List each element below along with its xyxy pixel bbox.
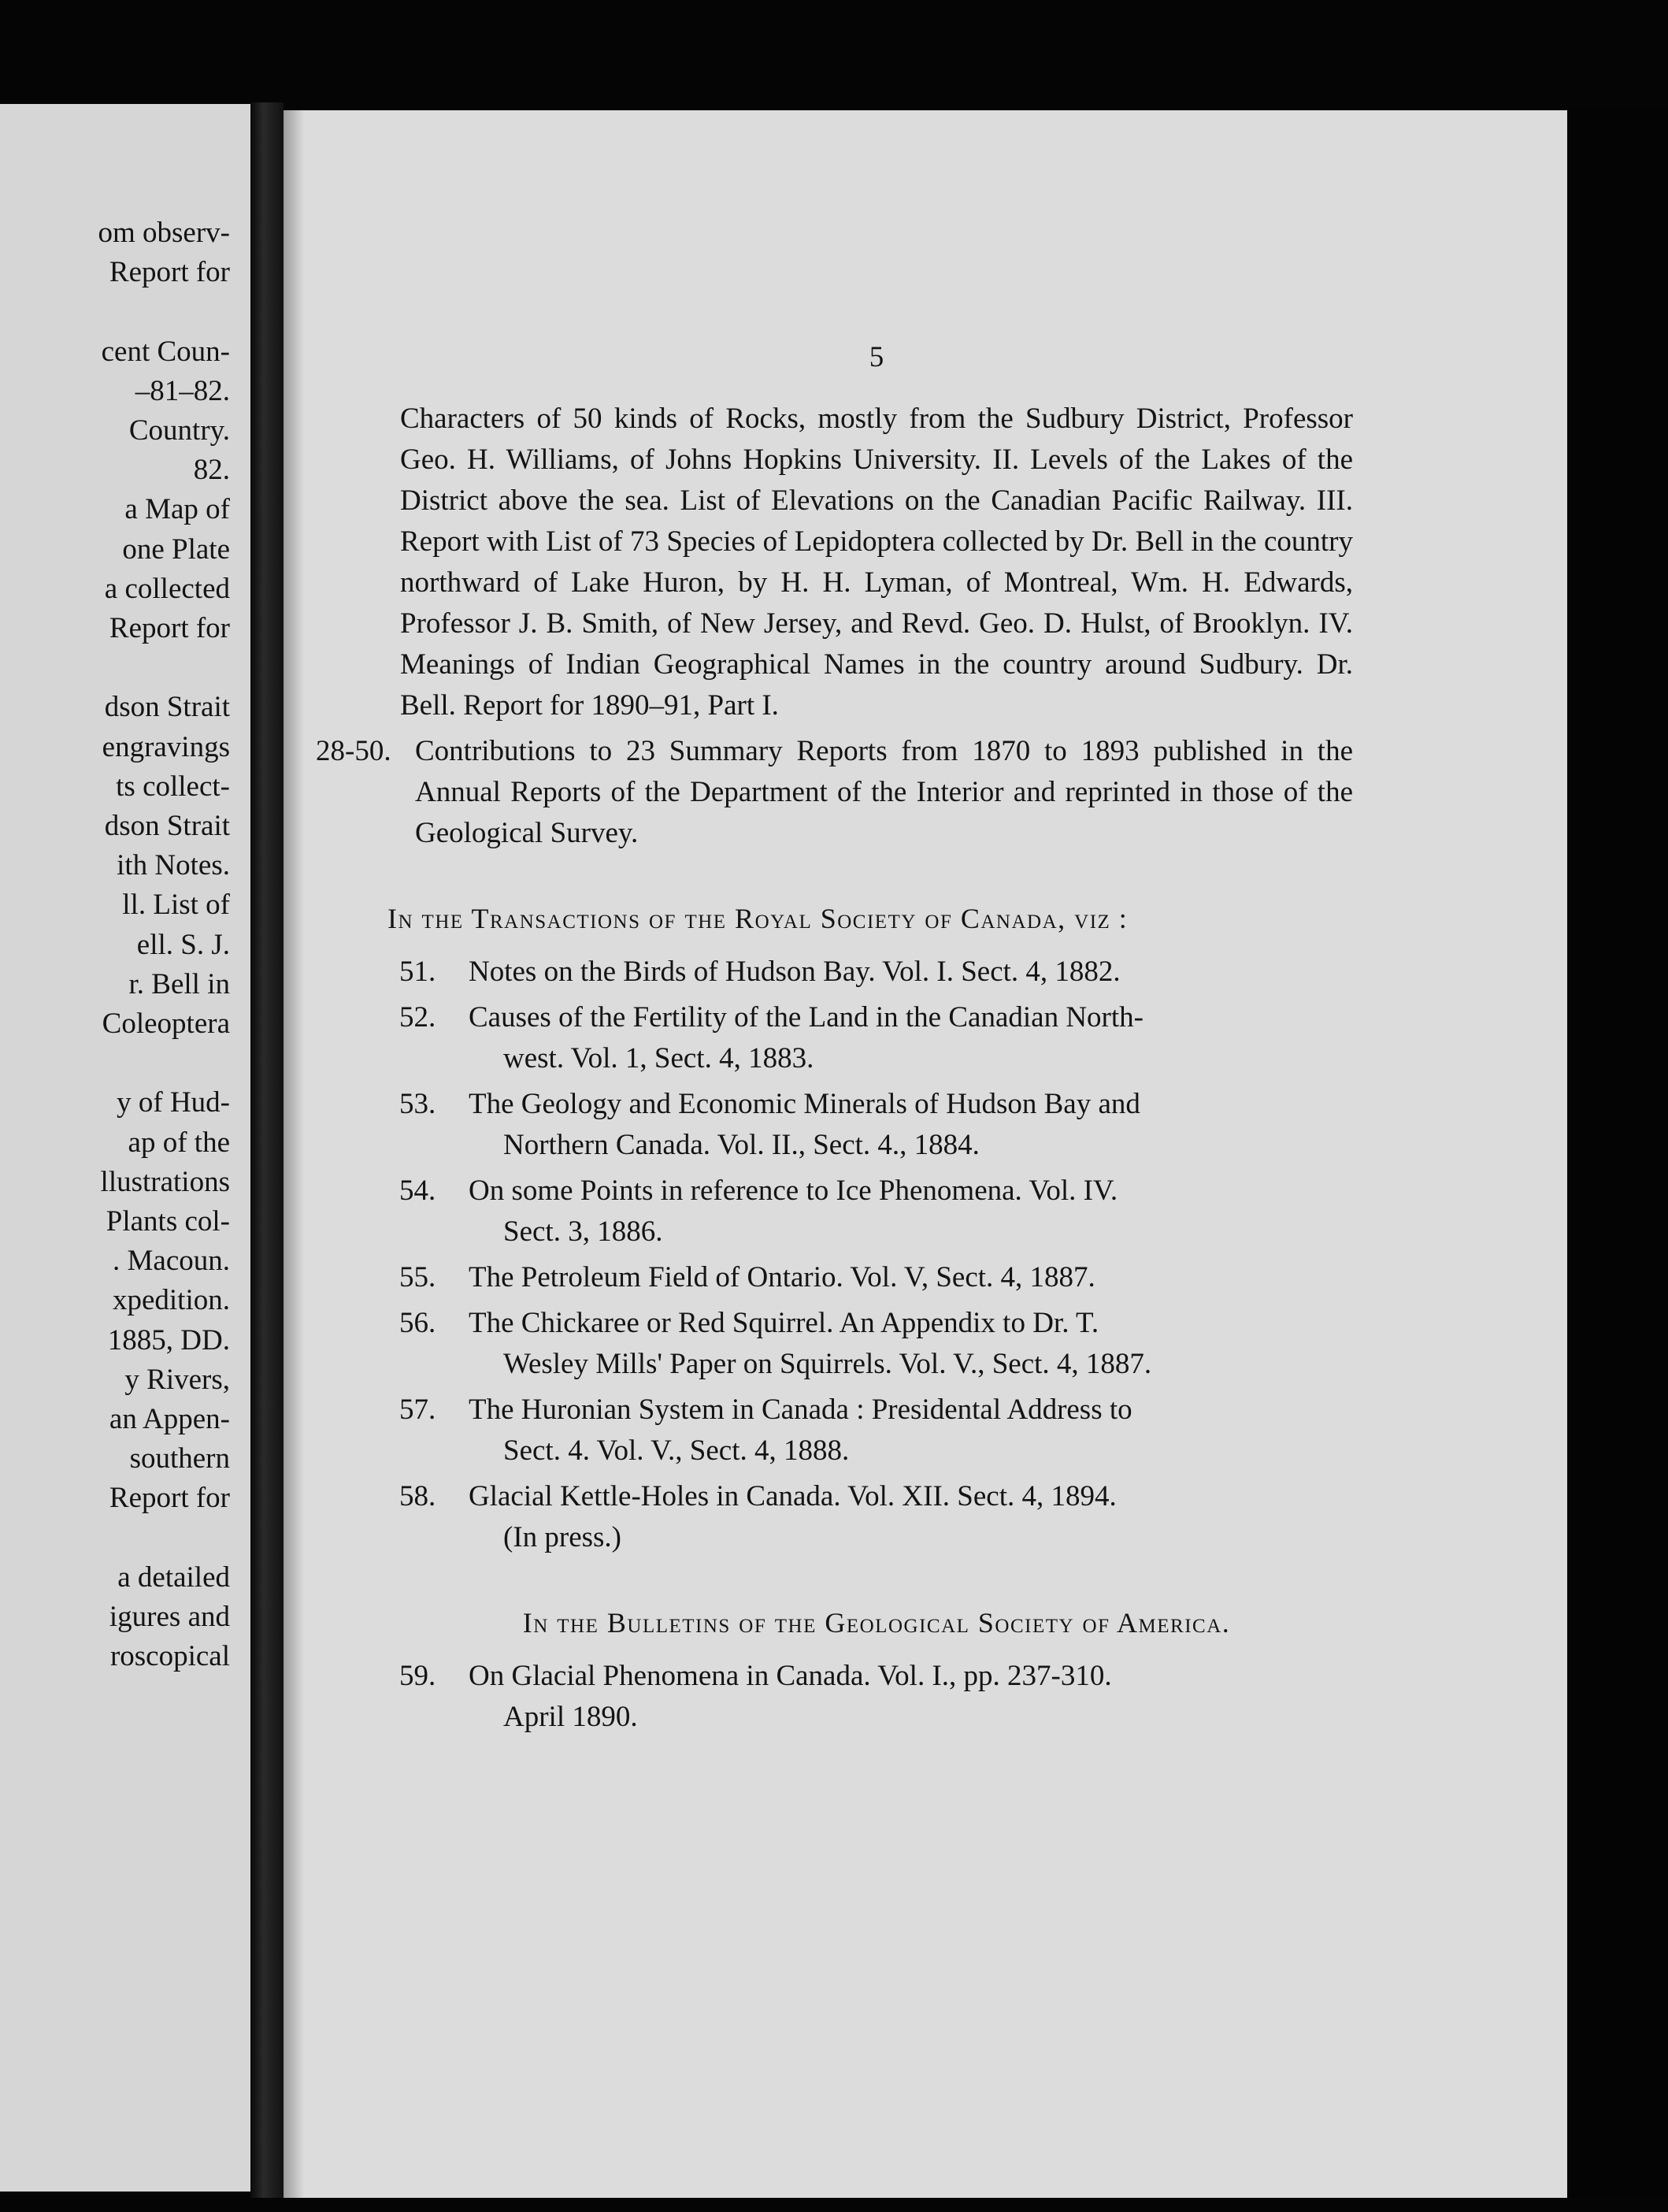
publication-entry: [399, 1171, 1353, 1253]
left-page-line: Plants col-: [106, 1205, 230, 1238]
scan-border: [1567, 110, 1668, 2198]
entry-number: 56.: [399, 1307, 436, 1339]
left-page-line: ap of the: [128, 1126, 230, 1159]
left-page-line: dson Strait: [104, 691, 230, 724]
left-page-line: Report for: [109, 256, 230, 289]
left-page-line: y of Hud-: [117, 1086, 230, 1119]
left-page-line: Report for: [109, 612, 230, 644]
entry-line: On Glacial Phenomena in Canada. Vol. I., pp. 237-310.: [469, 1660, 1112, 1692]
entry-line: The Petroleum Field of Ontario. Vol. V, Sect. 4, 1887.: [469, 1261, 1095, 1293]
entry-number: 28-50.: [316, 735, 391, 767]
left-page-line: xpedition.: [112, 1284, 230, 1317]
left-page-line: engravings: [102, 730, 230, 763]
left-page-line: llustrations: [100, 1165, 230, 1198]
entry-line: Causes of the Fertility of the Land in the Canadian North-: [469, 1001, 1144, 1034]
entry-continuation: Northern Canada. Vol. II., Sect. 4., 1884.: [503, 1129, 980, 1161]
book-gutter: [250, 102, 284, 2198]
publication-entry: [399, 1303, 1353, 1385]
left-page-line: –81–82.: [135, 374, 230, 407]
left-page-line: dson Strait: [104, 810, 230, 842]
left-page-line: Coleoptera: [102, 1008, 230, 1040]
entry-continuation: Wesley Mills' Paper on Squirrels. Vol. V., Sect. 4, 1887.: [503, 1348, 1152, 1380]
entry-continuation: Sect. 4. Vol. V., Sect. 4, 1888.: [503, 1434, 850, 1467]
entry-text: [469, 1257, 1353, 1298]
entry-number: 54.: [399, 1175, 436, 1207]
entry-text: [469, 1084, 1353, 1166]
publication-entry: [399, 1390, 1353, 1472]
entry-text: [469, 1656, 1353, 1738]
left-page-line: igures and: [109, 1601, 230, 1633]
entry-number: 57.: [399, 1394, 436, 1426]
entry-line: The Chickaree or Red Squirrel. An Appendix to Dr. T.: [469, 1307, 1099, 1339]
entry-line: Notes on the Birds of Hudson Bay. Vol. I. Sect. 4, 1882.: [469, 956, 1121, 988]
entry-number: 53.: [399, 1088, 436, 1120]
entry-text: [469, 952, 1353, 993]
left-page-line: ts collect-: [116, 770, 230, 803]
left-page-line: southern: [129, 1442, 230, 1475]
entry-number: 52.: [399, 1001, 436, 1034]
entry-line: On some Points in reference to Ice Phenomena. Vol. IV.: [469, 1175, 1118, 1207]
left-page-line: one Plate: [122, 533, 230, 566]
entry-number: 59.: [399, 1660, 436, 1692]
entry-text: Contributions to 23 Summary Reports from 1870 to 1893 published in the Annual Reports of the Department of the Interior and reprinted in those of the Geological Survey.: [415, 735, 1353, 849]
left-page-line: ll. List of: [122, 889, 230, 922]
entry-text: [469, 1476, 1353, 1558]
left-page-line: r. Bell in: [128, 967, 230, 1000]
left-page-line: ith Notes.: [117, 849, 230, 882]
publication-entry: [399, 1084, 1353, 1166]
left-page-line: 1885, DD.: [107, 1323, 230, 1357]
entry-continuation: April 1890.: [503, 1701, 638, 1733]
left-page-line: cent Coun-: [101, 335, 230, 368]
royal-society-heading: In the Transactions of the Royal Society of Canada, viz :: [387, 903, 1129, 934]
entry-text: [469, 1390, 1353, 1472]
publication-entry: [399, 997, 1353, 1079]
left-page: [0, 104, 252, 2192]
entry-line: The Geology and Economic Minerals of Hudson Bay and: [469, 1088, 1140, 1120]
entry-text: [469, 997, 1353, 1079]
entry-continuation: Sect. 3, 1886.: [503, 1215, 663, 1248]
entry-text: [469, 1171, 1353, 1253]
left-page-line: ell. S. J.: [136, 928, 230, 961]
publication-entry: [399, 952, 1353, 993]
left-page-line: om observ-: [98, 217, 230, 249]
left-page-line: Report for: [109, 1482, 230, 1515]
entry-number: 58.: [399, 1480, 436, 1512]
publication-entry: [399, 1476, 1353, 1558]
page-content: [316, 337, 1353, 1743]
left-page-line: . Macoun.: [113, 1245, 230, 1278]
geological-society-list: [400, 1656, 1353, 1738]
geological-society-heading: In the Bulletins of the Geological Society of America.: [522, 1607, 1231, 1639]
left-page-line: y Rivers,: [124, 1363, 230, 1396]
entry-number: 51.: [399, 956, 436, 988]
intro-paragraph: Characters of 50 kinds of Rocks, mostly from the Sudbury District, Professor Geo. H. Williams, of Johns Hopkins University. II. Levels of the Lakes of the District above the sea. List of Elevations on the Canadian Pacific Railway. III. Report with List of 73 Species of Lepidoptera collected by Dr. Bell in the country northward of Lake Huron, by H. H. Lyman, of Montreal, Wm. H. Edwards, Professor J. B. Smith, of New Jersey, and Revd. Geo. D. Hulst, of Brooklyn. IV. Meanings of Indian Geographical Names in the country around Sudbury. Dr. Bell. Report for 1890–91, Part I.: [400, 403, 1353, 722]
left-page-line: Country.: [128, 414, 230, 447]
left-page-line: a detailed: [117, 1561, 230, 1594]
entry-text: [469, 1303, 1353, 1385]
left-page-line: an Appen-: [109, 1403, 230, 1435]
left-page-line: a Map of: [124, 493, 230, 526]
publication-entry: [399, 1656, 1353, 1738]
royal-society-list: [400, 952, 1353, 1558]
entry-line: The Huronian System in Canada : Presidental Address to: [469, 1394, 1132, 1426]
left-page-line: roscopical: [109, 1640, 230, 1673]
entry-continuation: (In press.): [503, 1521, 622, 1553]
left-page-line: a collected: [104, 572, 230, 605]
entry-number: 55.: [399, 1261, 436, 1293]
entry-line: Glacial Kettle-Holes in Canada. Vol. XII. Sect. 4, 1894.: [469, 1480, 1117, 1512]
publication-entry: [399, 1257, 1353, 1298]
page-number: 5: [869, 341, 884, 373]
entry-continuation: west. Vol. 1, Sect. 4, 1883.: [503, 1042, 814, 1074]
left-page-line: 82.: [193, 454, 230, 487]
entry-28-50: [316, 731, 1353, 854]
